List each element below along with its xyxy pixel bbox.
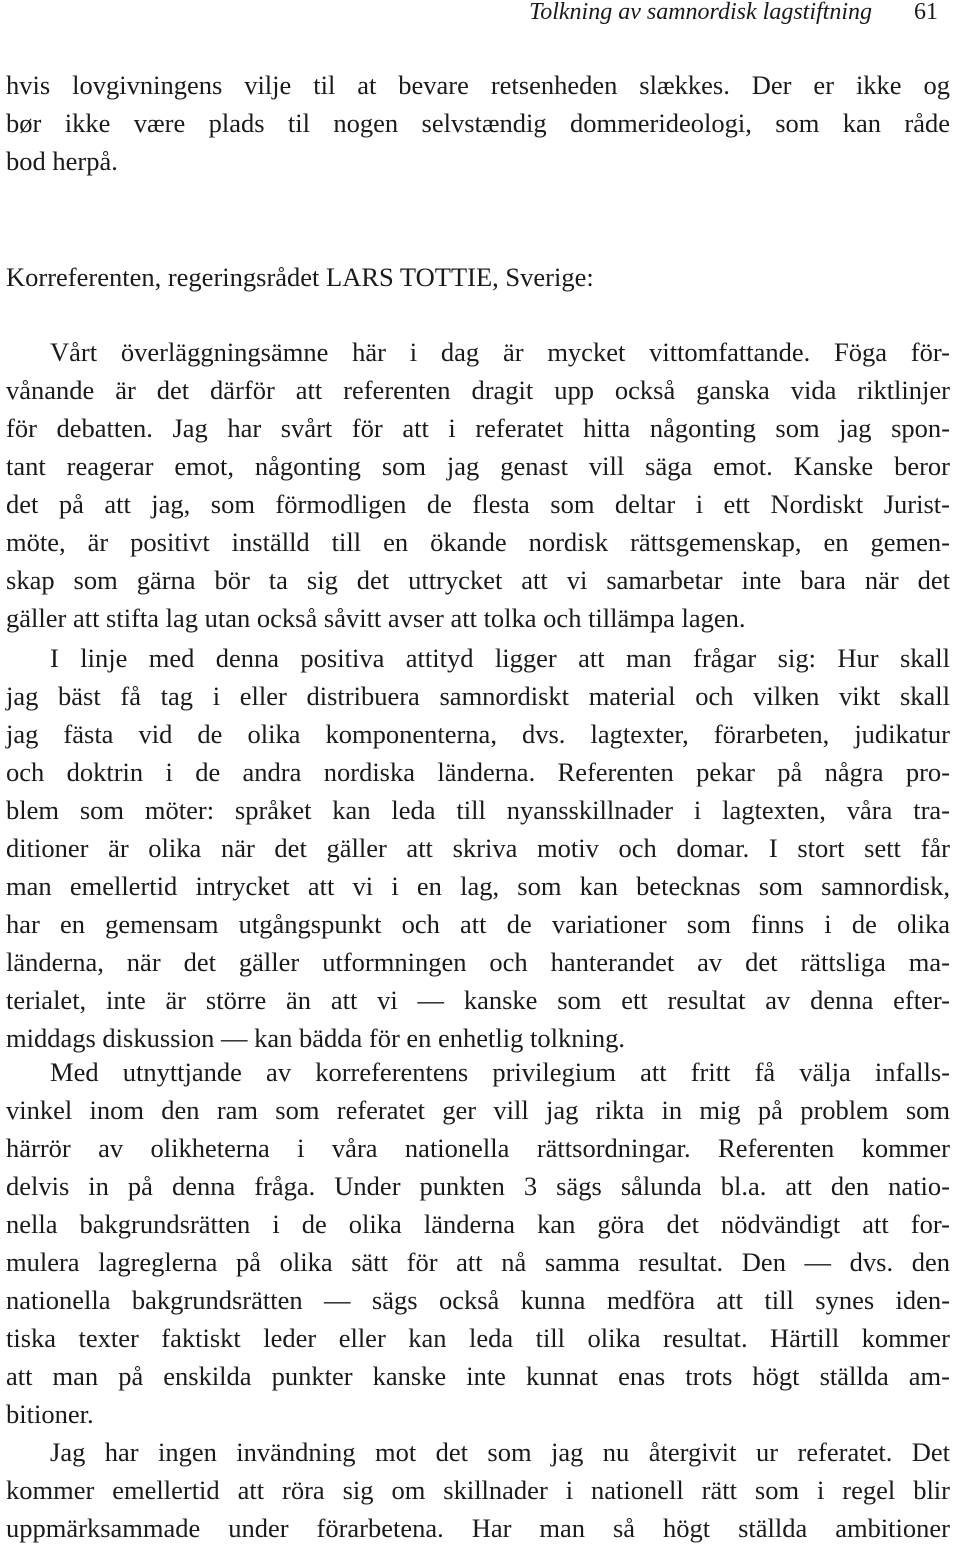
text-line: har en gemensam utgångspunkt och att de variationer som finns i de olika: [6, 909, 950, 939]
text-line: möte, är positivt inställd till en ökande nordisk rättsgemenskap, en gemen-: [6, 527, 950, 557]
text-line: man emellertid intrycket att vi i en lag, som kan betecknas som samnordisk,: [6, 871, 950, 901]
text-line: delvis in på denna fråga. Under punkten 3 sägs sålunda bl.a. att den natio-: [6, 1171, 950, 1201]
text-line: Med utnyttjande av korreferentens privilegium att fritt få välja infalls-: [50, 1057, 950, 1087]
text-line: det på att jag, som förmodligen de flesta som deltar i ett Nordiskt Jurist-: [6, 489, 950, 519]
text-line: nationella bakgrundsrätten — sägs också kunna medföra att till synes iden-: [6, 1285, 950, 1315]
text-line: tiska texter faktiskt leder eller kan leda till olika resultat. Härtill kommer: [6, 1323, 950, 1353]
text-line: bitioner.: [6, 1399, 94, 1429]
text-line: bod herpå.: [6, 146, 118, 176]
text-line: Vårt överläggningsämne här i dag är mycket vittomfattande. Föga för-: [50, 337, 950, 367]
text-line: terialet, inte är större än att vi — kanske som ett resultat av denna efter-: [6, 985, 950, 1015]
text-line: kommer emellertid att röra sig om skillnader i nationell rätt som i regel blir: [6, 1475, 950, 1505]
speaker-heading: Korreferenten, regeringsrådet LARS TOTTIE, Sverige:: [6, 262, 594, 292]
text-line: Jag har ingen invändning mot det som jag nu återgivit ur referatet. Det: [50, 1437, 950, 1467]
text-line: tant reagerar emot, någonting som jag genast vill säga emot. Kanske beror: [6, 451, 950, 481]
text-line: hvis lovgivningens vilje til at bevare retsenheden slækkes. Der er ikke og: [6, 70, 950, 100]
text-line: blem som möter: språket kan leda till nyansskillnader i lagtexten, våra tra-: [6, 795, 950, 825]
running-title: Tolkning av samnordisk lagstiftning: [529, 0, 872, 25]
text-line: mulera lagreglerna på olika sätt för att nå samma resultat. Den — dvs. den: [6, 1247, 950, 1277]
text-line: jag bäst få tag i eller distribuera samnordiskt material och vilken vikt skall: [6, 681, 950, 711]
text-line: och doktrin i de andra nordiska länderna. Referenten pekar på några pro-: [6, 757, 950, 787]
text-line: härrör av olikheterna i våra nationella rättsordningar. Referenten kommer: [6, 1133, 950, 1163]
text-line: bør ikke være plads til nogen selvstændig dommerideologi, som kan råde: [6, 108, 950, 138]
text-line: middags diskussion — kan bädda för en enhetlig tolkning.: [6, 1023, 625, 1053]
text-line: för debatten. Jag har svårt för att i referatet hitta någonting som jag spon-: [6, 413, 950, 443]
text-line: länderna, när det gäller utformningen och hanterandet av det rättsliga ma-: [6, 947, 950, 977]
text-line: nella bakgrundsrätten i de olika länderna kan göra det nödvändigt att for-: [6, 1209, 950, 1239]
text-line: uppmärksammade under förarbetena. Har man så högt ställda ambitioner: [6, 1513, 950, 1543]
text-line: vinkel inom den ram som referatet ger vill jag rikta in mig på problem som: [6, 1095, 950, 1125]
page-number: 61: [914, 0, 938, 25]
text-line: skap som gärna bör ta sig det uttrycket att vi samarbetar inte bara när det: [6, 565, 950, 595]
text-line: ditioner är olika när det gäller att skriva motiv och domar. I stort sett får: [6, 833, 950, 863]
text-line: I linje med denna positiva attityd ligger att man frågar sig: Hur skall: [50, 643, 950, 673]
running-header: [0, 0, 960, 28]
text-line: gäller att stifta lag utan också såvitt avser att tolka och tillämpa lagen.: [6, 603, 746, 633]
text-line: vånande är det därför att referenten dragit upp också ganska vida riktlinjer: [6, 375, 950, 405]
text-line: att man på enskilda punkter kanske inte kunnat enas trots högt ställda am-: [6, 1361, 950, 1391]
text-line: jag fästa vid de olika komponenterna, dvs. lagtexter, förarbeten, judikatur: [6, 719, 950, 749]
